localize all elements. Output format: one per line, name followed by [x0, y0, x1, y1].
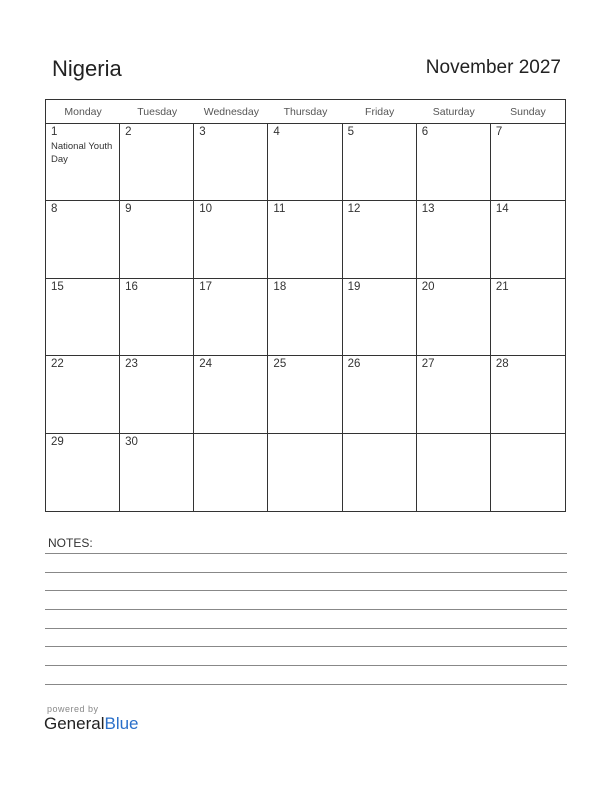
day-number: 25	[273, 358, 287, 371]
weekday-monday: Monday	[64, 105, 102, 118]
day-cell[interactable]	[491, 356, 565, 432]
weekday-wednesday: Wednesday	[203, 105, 259, 118]
week-row	[46, 279, 565, 356]
day-cell[interactable]	[491, 434, 565, 511]
day-number: 1	[51, 126, 58, 138]
day-cell[interactable]	[46, 124, 120, 200]
page-title: Nigeria	[52, 56, 122, 81]
day-cell[interactable]	[194, 124, 268, 200]
weekday-header-row	[46, 100, 565, 124]
note-line	[45, 628, 567, 629]
day-cell[interactable]	[120, 124, 194, 200]
day-cell[interactable]	[417, 279, 491, 355]
brand-blue-text: Blue	[104, 714, 139, 733]
brand-general-text: General	[44, 714, 105, 733]
weekday-sunday: Sunday	[510, 105, 546, 118]
week-row	[46, 434, 565, 511]
day-number: 5	[347, 126, 354, 138]
day-number: 28	[495, 358, 509, 371]
day-cell[interactable]	[417, 356, 491, 432]
day-number: 23	[125, 358, 138, 371]
day-number: 22	[51, 358, 64, 371]
weekday-saturday: Saturday	[432, 105, 475, 118]
day-number: 2	[125, 126, 132, 138]
day-cell[interactable]	[343, 434, 417, 511]
day-cell[interactable]	[268, 201, 342, 277]
day-cell[interactable]	[417, 201, 491, 277]
week-row	[46, 201, 565, 278]
month-year-title: November 2027	[425, 57, 561, 78]
day-cell[interactable]	[343, 201, 417, 277]
day-cell[interactable]	[343, 279, 417, 355]
day-cell[interactable]	[417, 124, 491, 200]
day-number: 19	[347, 280, 361, 293]
day-number: 11	[273, 203, 286, 216]
weekday-thursday: Thursday	[283, 105, 328, 118]
note-line	[45, 684, 567, 685]
day-number: 9	[125, 203, 132, 216]
day-cell[interactable]	[491, 201, 565, 277]
powered-by-text: powered by	[47, 704, 99, 714]
day-number: 12	[347, 203, 361, 216]
brand-logo	[44, 714, 139, 734]
day-number: 26	[347, 358, 361, 371]
day-number: 4	[273, 126, 280, 138]
day-number: 21	[495, 280, 509, 293]
weekday-friday: Friday	[365, 105, 395, 118]
day-cell[interactable]	[120, 434, 194, 511]
day-number: 10	[199, 203, 213, 216]
day-number: 3	[199, 126, 206, 138]
note-line	[45, 553, 567, 554]
day-number: 16	[125, 280, 138, 293]
day-cell[interactable]	[120, 279, 194, 355]
day-cell[interactable]	[268, 356, 342, 432]
day-cell[interactable]	[491, 124, 565, 200]
day-cell[interactable]	[46, 356, 120, 432]
note-line	[45, 590, 567, 591]
day-number: 17	[199, 280, 213, 293]
branding	[44, 704, 139, 734]
day-cell[interactable]	[194, 356, 268, 432]
day-number: 27	[421, 358, 435, 371]
day-cell[interactable]	[194, 201, 268, 277]
notes-label: NOTES:	[48, 536, 93, 550]
day-cell[interactable]	[46, 201, 120, 277]
day-cell[interactable]	[120, 201, 194, 277]
day-cell[interactable]	[343, 356, 417, 432]
day-number: 8	[51, 203, 58, 216]
day-number: 30	[125, 435, 138, 448]
day-cell[interactable]	[491, 279, 565, 355]
day-number: 6	[421, 126, 429, 138]
day-cell[interactable]	[194, 434, 268, 511]
week-row	[46, 124, 565, 201]
day-number: 24	[199, 358, 213, 371]
day-cell[interactable]	[268, 124, 342, 200]
day-cell[interactable]	[46, 434, 120, 511]
week-row	[46, 356, 565, 433]
weeks-container	[46, 124, 565, 511]
holiday-label: National Youth Day	[51, 141, 113, 165]
day-cell[interactable]	[120, 356, 194, 432]
day-cell[interactable]	[194, 279, 268, 355]
day-number: 15	[51, 280, 64, 293]
note-line	[45, 572, 567, 573]
day-cell[interactable]	[343, 124, 417, 200]
weekday-tuesday: Tuesday	[137, 105, 178, 118]
day-number: 7	[495, 126, 503, 138]
note-line	[45, 609, 567, 610]
note-line	[45, 646, 567, 647]
day-number: 29	[51, 435, 64, 448]
day-number: 13	[421, 203, 435, 216]
note-line	[45, 665, 567, 666]
calendar-grid	[45, 99, 566, 512]
day-cell[interactable]	[46, 279, 120, 355]
day-number: 18	[273, 280, 287, 293]
day-cell[interactable]	[268, 279, 342, 355]
day-number: 20	[421, 280, 435, 293]
day-number: 14	[495, 203, 509, 216]
day-cell[interactable]	[417, 434, 491, 511]
day-cell[interactable]	[268, 434, 342, 511]
